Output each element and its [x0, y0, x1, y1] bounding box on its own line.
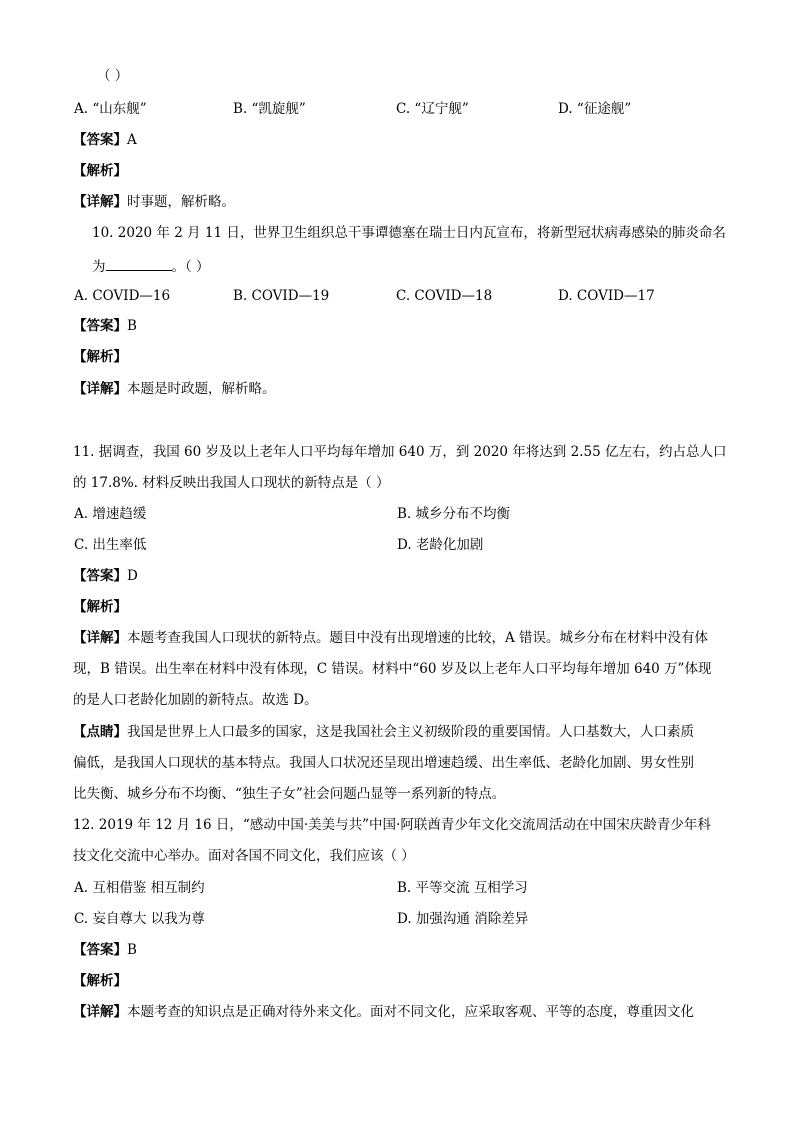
detail-text: 本题考查的知识点是正确对待外来文化。面对不同文化，应采取客观、平等的态度，尊重因文化 — [127, 1004, 694, 1020]
fill-blank — [106, 256, 172, 271]
q12-stem-line2: 技文化交流中心举办。面对各国不同文化，我们应该（ ） — [73, 848, 415, 864]
detail-label: 【详解】 — [73, 381, 127, 397]
q10-option-a: A. COVID—16 — [74, 288, 171, 304]
q11-detail-line1 — [73, 628, 708, 648]
q11-stem-line2: 的 17.8%. 材料反映出我国人口现状的新特点是（ ） — [73, 475, 390, 491]
answer-value: B — [127, 318, 137, 334]
q11-option-b: B. 城乡分布不均衡 — [397, 506, 511, 522]
q9-analysis-heading: 【解析】 — [73, 163, 127, 179]
point-label: 【点睛】 — [73, 724, 127, 740]
detail-label: 【详解】 — [73, 194, 127, 210]
q12-option-d: D. 加强沟通 消除差异 — [397, 911, 529, 927]
q10-analysis-heading: 【解析】 — [73, 349, 127, 365]
q12-answer — [73, 940, 137, 960]
q9-stem-tail: （ ） — [97, 68, 129, 84]
detail-text: 本题是时政题，解析略。 — [127, 381, 276, 397]
analysis-label: 解析 — [86, 163, 114, 179]
analysis-label: 解析 — [86, 349, 114, 365]
q9-option-b: B. “凯旋舰” — [233, 101, 306, 117]
q9-answer — [73, 130, 137, 150]
q11-detail-line3: 的是人口老龄化加剧的新特点。故选 D。 — [73, 692, 318, 708]
q11-option-d: D. 老龄化加剧 — [397, 537, 484, 553]
q11-point-line1 — [73, 722, 694, 742]
q10-stem-post: 。（ ） — [171, 259, 210, 275]
q12-option-c: C. 妄自尊大 以我为尊 — [74, 911, 205, 927]
q11-option-a: A. 增速趋缓 — [74, 506, 147, 522]
detail-text: 本题考查我国人口现状的新特点。题目中没有出现增速的比较，A 错误。城乡分布在材料中没有体 — [127, 630, 709, 646]
q9-detail — [73, 192, 235, 212]
q9-option-c: C. “辽宁舰” — [396, 101, 469, 117]
q11-option-c: C. 出生率低 — [74, 537, 147, 553]
detail-text: 时事题，解析略。 — [127, 194, 235, 210]
q9-option-d: D. “征途舰” — [558, 101, 632, 117]
analysis-label: 解析 — [86, 599, 114, 615]
q12-stem-line1: 12. 2019 年 12 月 16 日，“感动中国·美美与共”中国·阿联酋青少年文化交流周活动在中国宋庆龄青少年科 — [73, 817, 711, 833]
q12-detail — [73, 1002, 694, 1022]
answer-label: 【答案】 — [73, 132, 127, 148]
answer-label: 【答案】 — [73, 318, 127, 334]
q11-point-line3: 比失衡、城乡分布不均衡、“独生子女”社会问题凸显等一系列新的特点。 — [73, 786, 506, 802]
q12-analysis-heading: 【解析】 — [73, 973, 127, 989]
q12-option-b: B. 平等交流 互相学习 — [397, 880, 528, 896]
detail-label: 【详解】 — [73, 1004, 127, 1020]
q9-option-a: A. “山东舰” — [74, 101, 147, 117]
answer-label: 【答案】 — [73, 568, 127, 584]
q12-option-a: A. 互相借鉴 相互制约 — [74, 880, 205, 896]
q10-option-b: B. COVID—19 — [233, 288, 330, 304]
q11-stem-line1: 11. 据调查，我国 60 岁及以上老年人口平均每年增加 640 万，到 2020 年将达到 2.55 亿左右，约占总人口 — [73, 444, 727, 460]
point-text: 我国是世界上人口最多的国家，这是我国社会主义初级阶段的重要国情。人口基数大，人口素质 — [127, 724, 694, 740]
q10-answer — [73, 316, 137, 336]
q10-stem-pre: 为 — [92, 259, 106, 275]
q10-detail — [73, 379, 276, 399]
q10-option-c: C. COVID—18 — [396, 288, 493, 304]
q11-detail-line2: 现，B 错误。出生率在材料中没有体现，C 错误。材料中“60 岁及以上老年人口平均每年增加 640 万”体现 — [73, 661, 712, 677]
detail-label: 【详解】 — [73, 630, 127, 646]
q10-stem-line2 — [92, 256, 210, 277]
q11-analysis-heading: 【解析】 — [73, 599, 127, 615]
q11-point-line2: 偏低，是我国人口现状的基本特点。我国人口状况还呈现出增速趋缓、出生率低、老龄化加剧、男女性别 — [73, 755, 694, 771]
q10-option-d: D. COVID—17 — [558, 288, 655, 304]
answer-label: 【答案】 — [73, 942, 127, 958]
analysis-label: 解析 — [86, 973, 114, 989]
answer-value: A — [127, 132, 137, 148]
q10-stem: 10. 2020 年 2 月 11 日，世界卫生组织总干事谭德塞在瑞士日内瓦宣布，将新型冠状病毒感染的肺炎命名 — [92, 225, 726, 241]
q11-answer — [73, 566, 138, 586]
answer-value: B — [127, 942, 137, 958]
answer-value: D — [127, 568, 138, 584]
